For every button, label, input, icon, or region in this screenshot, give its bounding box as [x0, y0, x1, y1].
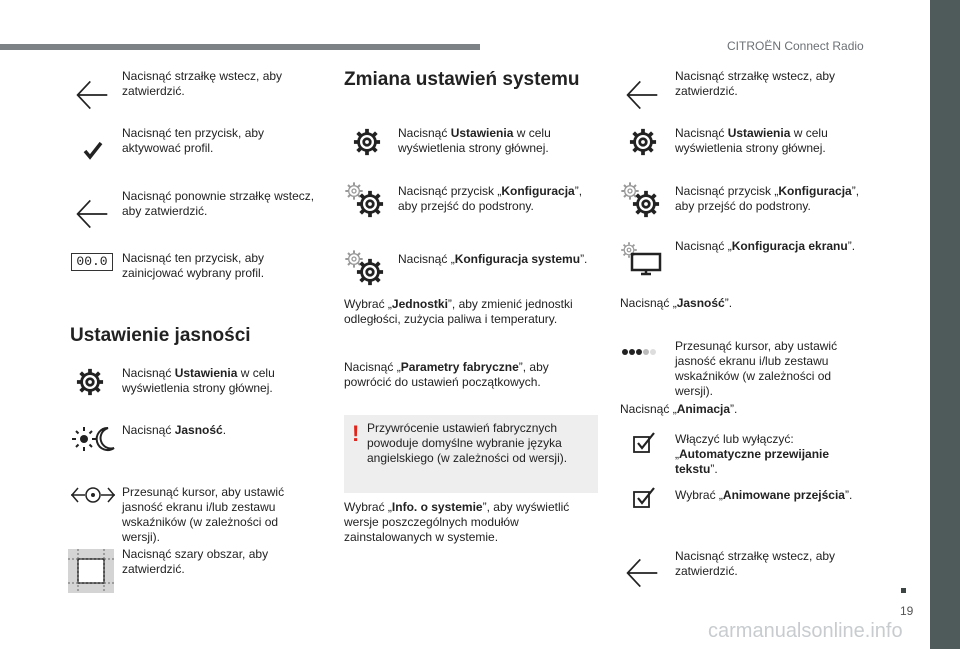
top-rule: [0, 44, 480, 50]
back-arrow-icon: [70, 78, 114, 112]
mid-para-units: Wybrać „Jednostki”, aby zmienić jednostki odległości, zużycia paliwa i temperatury.: [344, 297, 573, 326]
brightness-icon: [70, 424, 116, 454]
checkbox-icon: [633, 487, 657, 509]
mid-item-3: Nacisnąć „Konfiguracja systemu”.: [398, 252, 588, 266]
left-item-4: Nacisnąć ten przycisk, aby zainicjować wybrany profil.: [122, 251, 265, 280]
right-item-8: Nacisnąć strzałkę wstecz, aby zatwierdzić.: [675, 549, 836, 578]
section-heading-system: Zmiana ustawień systemu: [344, 69, 580, 90]
left-item-5: Nacisnąć Ustawienia w celu wyświetlenia strony głównej.: [122, 366, 275, 395]
mid-item-2: Nacisnąć przycisk „Konfiguracja”, aby przejść do podstrony.: [398, 184, 583, 213]
right-item-2: Nacisnąć Ustawienia w celu wyświetlenia strony głównej.: [675, 126, 828, 155]
running-header: CITROËN Connect Radio: [727, 39, 864, 53]
back-arrow-icon: [70, 197, 114, 231]
settings-icon: [629, 128, 657, 156]
page-number: 19: [900, 604, 914, 618]
back-arrow-icon: [620, 556, 664, 590]
mid-para-info: Wybrać „Info. o systemie”, aby wyświetlić wersje poszczególnych modułów zainstalowanych w systemie.: [344, 500, 570, 544]
slider-icon: [70, 484, 116, 506]
configuration-icon: [344, 249, 386, 287]
settings-icon: [353, 128, 381, 156]
section-heading-brightness: Ustawienie jasności: [70, 325, 251, 346]
left-item-3: Nacisnąć ponownie strzałkę wstecz, aby zatwierdzić.: [122, 189, 315, 218]
right-item-1: Nacisnąć strzałkę wstecz, aby zatwierdzić.: [675, 69, 836, 98]
configuration-icon: [620, 181, 662, 219]
left-item-1: Nacisnąć strzałkę wstecz, aby zatwierdzić.: [122, 69, 283, 98]
right-item-7: Wybrać „Animowane przejścia”.: [675, 488, 853, 502]
right-para-brightness: Nacisnąć „Jasność”.: [620, 296, 733, 310]
grey-area-icon: [68, 549, 114, 593]
right-item-4: Nacisnąć „Konfiguracja ekranu”.: [675, 239, 856, 253]
side-tab: [930, 0, 960, 649]
dots-slider-icon: [621, 348, 659, 356]
mid-item-1: Nacisnąć Ustawienia w celu wyświetlenia strony głównej.: [398, 126, 551, 155]
mid-para-factory: Nacisnąć „Parametry fabryczne”, aby powrócić do ustawień początkowych.: [344, 360, 549, 389]
warning-text: Przywrócenie ustawień fabrycznych powoduje domyślne wybranie języka angielskiego (w zależności od wersji).: [367, 421, 568, 465]
right-item-5: Przesunąć kursor, aby ustawić jasność ekranu i/lub zestawu wskaźników (w zależności od wersji).: [675, 339, 838, 398]
settings-icon: [76, 368, 104, 396]
right-item-6: Włączyć lub wyłączyć: „Automatyczne przewijanie tekstu”.: [675, 432, 830, 476]
right-item-3: Nacisnąć przycisk „Konfiguracja”, aby przejść do podstrony.: [675, 184, 860, 213]
left-item-6: Nacisnąć Jasność.: [122, 423, 227, 437]
check-icon: [83, 140, 103, 160]
screen-config-icon: [620, 241, 662, 277]
back-arrow-icon: [620, 78, 664, 112]
left-item-2: Nacisnąć ten przycisk, aby aktywować profil.: [122, 126, 265, 155]
configuration-icon: [344, 181, 386, 219]
watermark: carmanualsonline.info: [708, 620, 903, 642]
left-item-7: Przesunąć kursor, aby ustawić jasność ekranu i/lub zestawu wskaźników (w zależności od wersji).: [122, 485, 285, 544]
reset-counter-icon: 00.0: [71, 253, 113, 271]
warning-icon: !: [352, 421, 360, 446]
left-item-8: Nacisnąć szary obszar, aby zatwierdzić.: [122, 547, 269, 576]
page-marker: [901, 588, 906, 593]
checkbox-icon: [633, 432, 657, 454]
right-para-animation: Nacisnąć „Animacja”.: [620, 402, 738, 416]
